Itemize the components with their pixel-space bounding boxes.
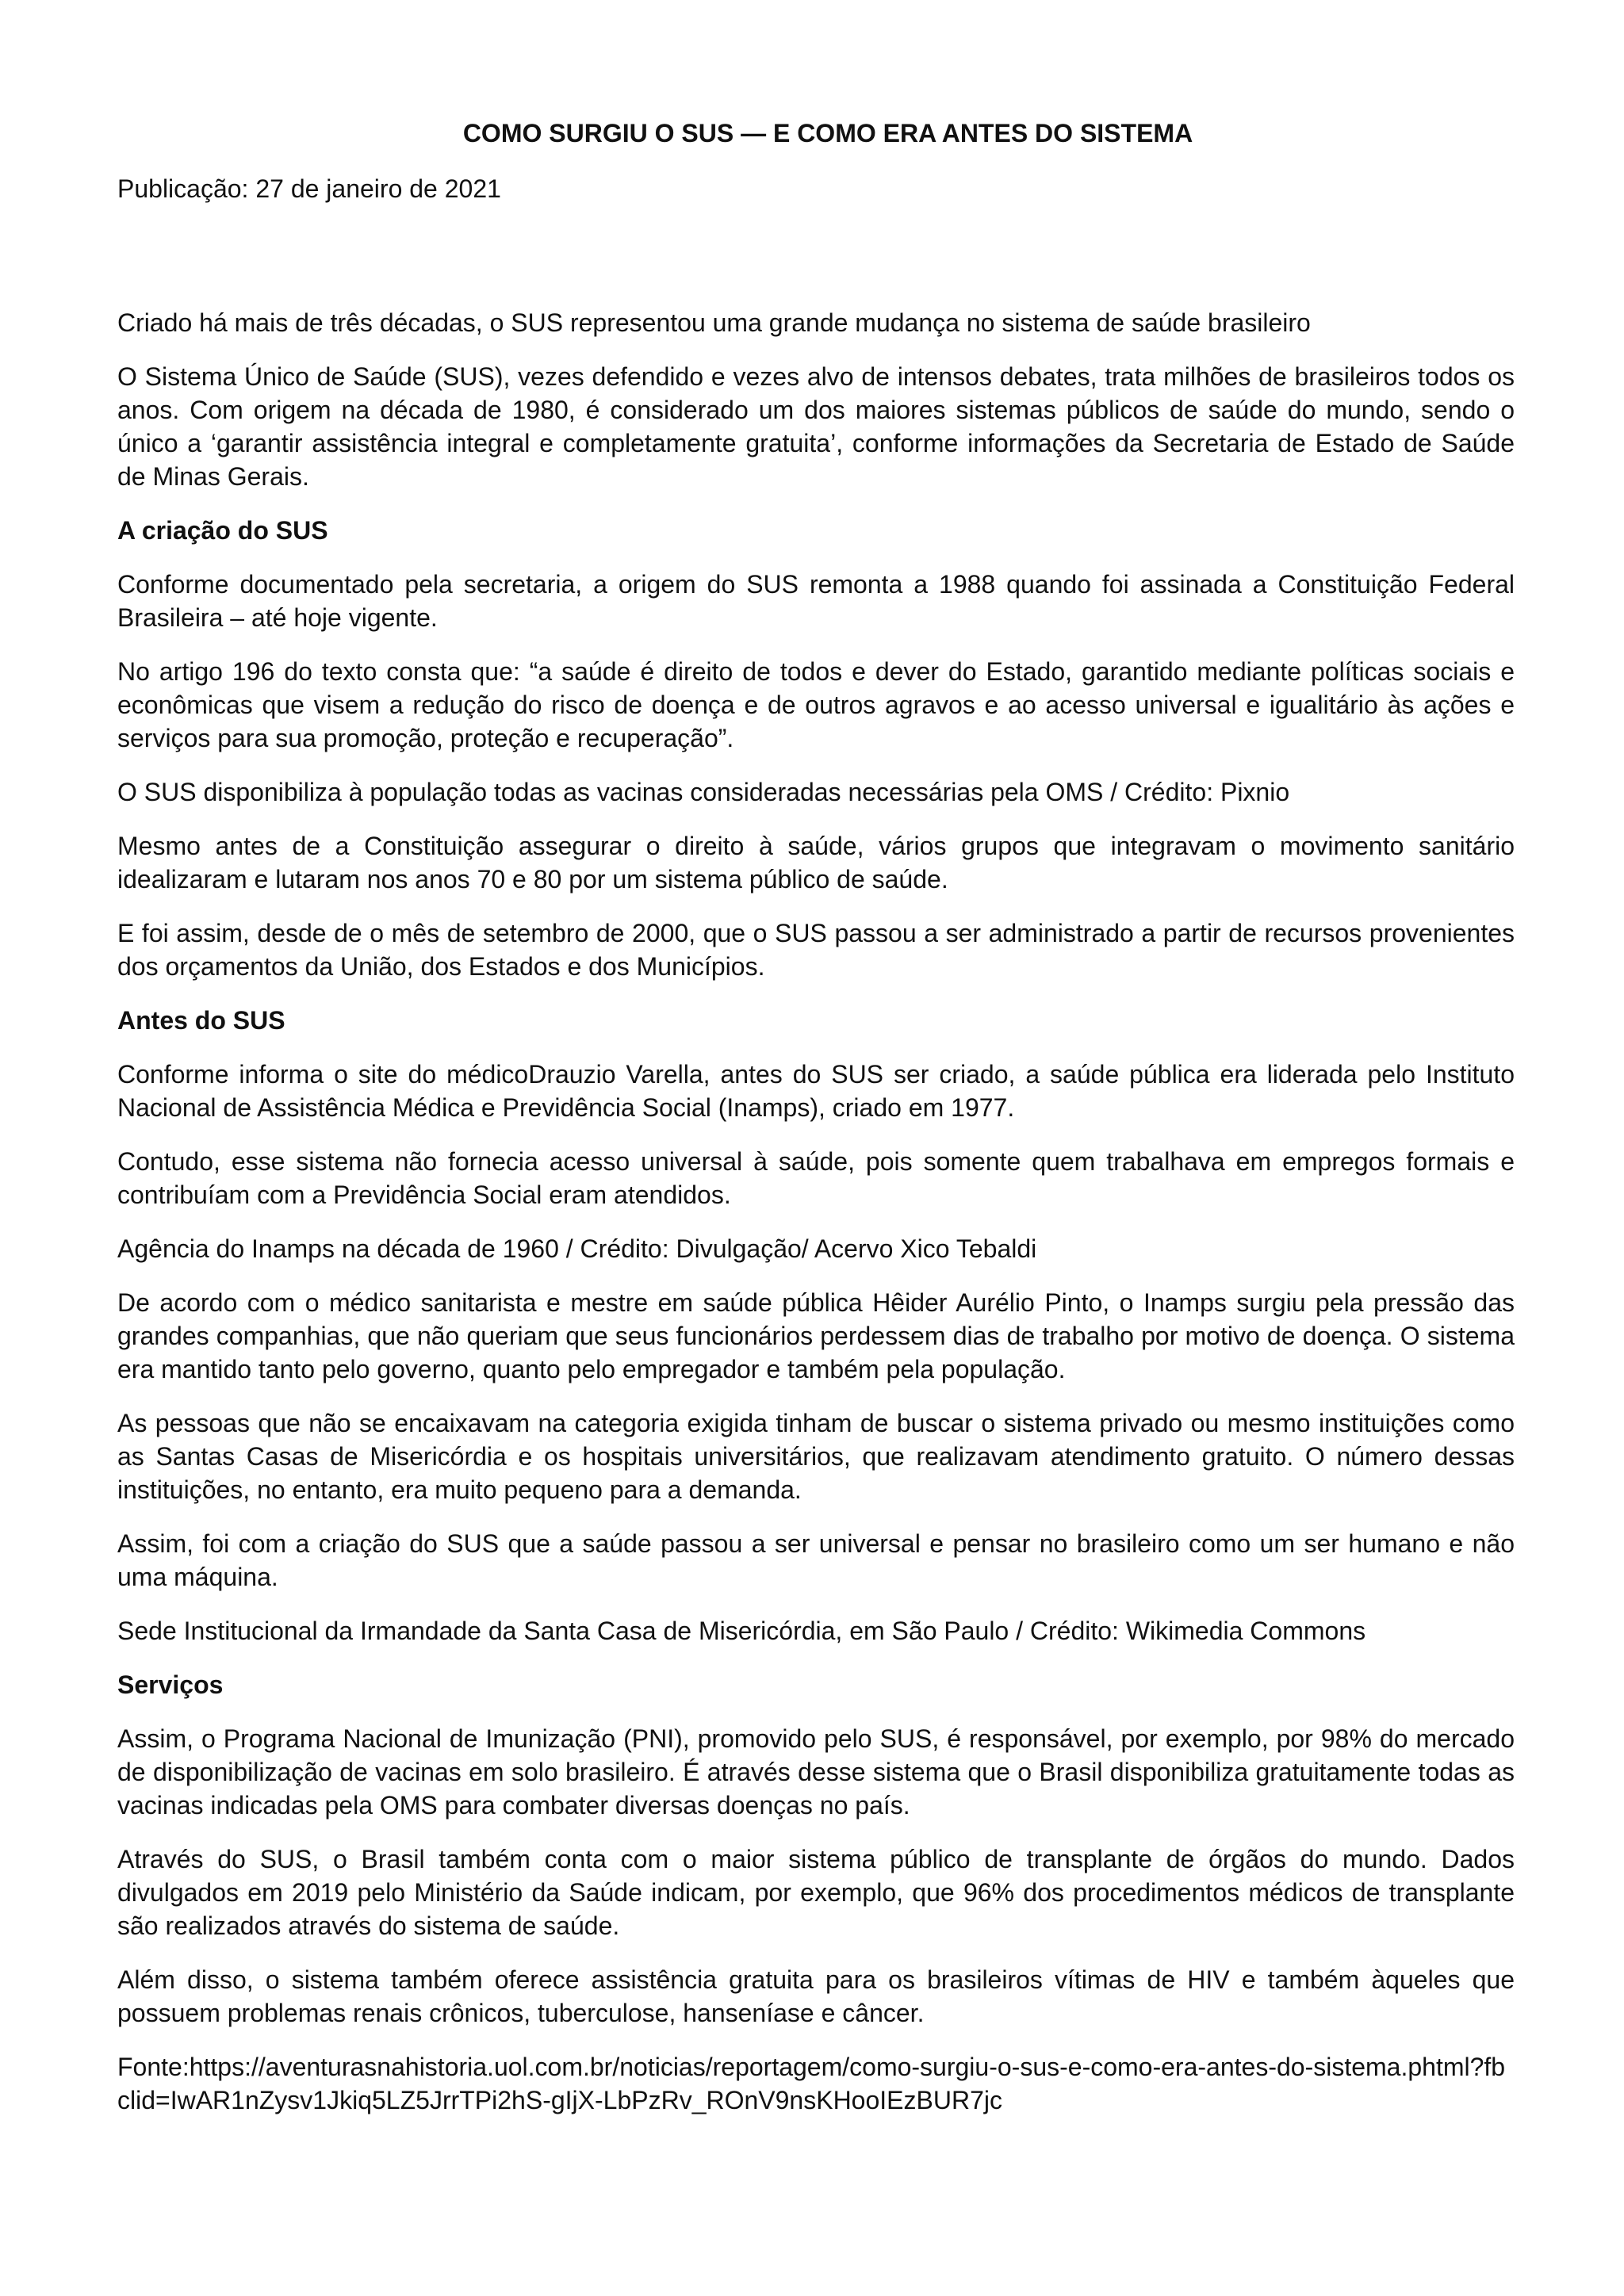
section-heading-servicos: Serviços xyxy=(117,1670,224,1699)
section-heading-criacao: A criação do SUS xyxy=(117,516,328,545)
lead-paragraph: Criado há mais de três décadas, o SUS representou uma grande mudança no sistema de saúde brasileiro xyxy=(117,308,1311,337)
paragraph: Assim, o Programa Nacional de Imunização (PNI), promovido pelo SUS, é responsável, por exemplo, por 98% do mercado de disponibilização de vacinas em solo brasileiro. É através desse sistema que o Brasil disponibiliza gratuitamente todas as vacinas indicadas pela OMS para combater diversas doenças no país. xyxy=(117,1724,1515,1820)
paragraph: Assim, foi com a criação do SUS que a saúde passou a ser universal e pensar no brasileiro como um ser humano e não uma máquina. xyxy=(117,1529,1515,1591)
intro-paragraph: O Sistema Único de Saúde (SUS), vezes defendido e vezes alvo de intensos debates, trata milhões de brasileiros todos os anos. Com origem na década de 1980, é considerado um dos maiores sistemas públicos de saúde do mundo, sendo o único a ‘garantir assistência integral e completamente gratuita’, conforme informações da Secretaria de Estado de Saúde de Minas Gerais. xyxy=(117,362,1515,491)
image-caption: Sede Institucional da Irmandade da Santa Casa de Misericórdia, em São Paulo / Crédito: Wikimedia Commons xyxy=(117,1617,1366,1645)
document-title: COMO SURGIU O SUS — E COMO ERA ANTES DO SISTEMA xyxy=(462,119,1193,147)
image-caption: Agência do Inamps na década de 1960 / Crédito: Divulgação/ Acervo Xico Tebaldi xyxy=(117,1234,1037,1263)
publication-date: Publicação: 27 de janeiro de 2021 xyxy=(117,174,501,203)
image-caption: O SUS disponibiliza à população todas as vacinas consideradas necessárias pela OMS / Crédito: Pixnio xyxy=(117,778,1290,806)
paragraph: As pessoas que não se encaixavam na categoria exigida tinham de buscar o sistema privado ou mesmo instituições como as Santas Casas de Misericórdia e os hospitais universitários, que realizavam atendimento gratuito. O número dessas instituições, no entanto, era muito pequeno para a demanda. xyxy=(117,1409,1515,1504)
paragraph: No artigo 196 do texto consta que: “a saúde é direito de todos e dever do Estado, garantido mediante políticas sociais e econômicas que visem a redução do risco de doença e de outros agravos e ao acesso universal e igualitário às ações e serviços para sua promoção, proteção e recuperação”. xyxy=(117,657,1515,752)
paragraph: Contudo, esse sistema não fornecia acesso universal à saúde, pois somente quem trabalhava em empregos formais e contribuíam com a Previdência Social eram atendidos. xyxy=(117,1147,1515,1209)
paragraph: Através do SUS, o Brasil também conta com o maior sistema público de transplante de órgãos do mundo. Dados divulgados em 2019 pelo Ministério da Saúde indicam, por exemplo, que 96% dos procedimentos médicos de transplante são realizados através do sistema de saúde. xyxy=(117,1845,1515,1940)
paragraph: De acordo com o médico sanitarista e mestre em saúde pública Hêider Aurélio Pinto, o Inamps surgiu pela pressão das grandes companhias, que não queriam que seus funcionários perdessem dias de trabalho por motivo de doença. O sistema era mantido tanto pelo governo, quanto pelo empregador e também pela população. xyxy=(117,1288,1515,1383)
paragraph: Além disso, o sistema também oferece assistência gratuita para os brasileiros vítimas de HIV e também àqueles que possuem problemas renais crônicos, tuberculose, hanseníase e câncer. xyxy=(117,1965,1515,2027)
paragraph: Conforme documentado pela secretaria, a origem do SUS remonta a 1988 quando foi assinada a Constituição Federal Brasileira – até hoje vigente. xyxy=(117,570,1515,632)
paragraph: Mesmo antes de a Constituição assegurar o direito à saúde, vários grupos que integravam o movimento sanitário idealizaram e lutaram nos anos 70 e 80 por um sistema público de saúde. xyxy=(117,832,1515,894)
section-heading-antes: Antes do SUS xyxy=(117,1006,285,1035)
source-citation: Fonte:https://aventurasnahistoria.uol.com.br/noticias/reportagem/como-surgiu-o-sus-e-como-era-antes-do-sistema.phtml?fbclid=IwAR1nZysv1Jkiq5LZ5JrrTPi2hS-gIjX-LbPzRv_ROnV9nsKHooIEzBUR7jc xyxy=(117,2053,1506,2114)
paragraph: Conforme informa o site do médicoDrauzio Varella, antes do SUS ser criado, a saúde pública era liderada pelo Instituto Nacional de Assistência Médica e Previdência Social (Inamps), criado em 1977. xyxy=(117,1060,1515,1122)
article-text xyxy=(117,306,1515,2117)
paragraph: E foi assim, desde de o mês de setembro de 2000, que o SUS passou a ser administrado a partir de recursos provenientes dos orçamentos da União, dos Estados e dos Municípios. xyxy=(117,919,1515,981)
document-body xyxy=(117,117,1515,2117)
